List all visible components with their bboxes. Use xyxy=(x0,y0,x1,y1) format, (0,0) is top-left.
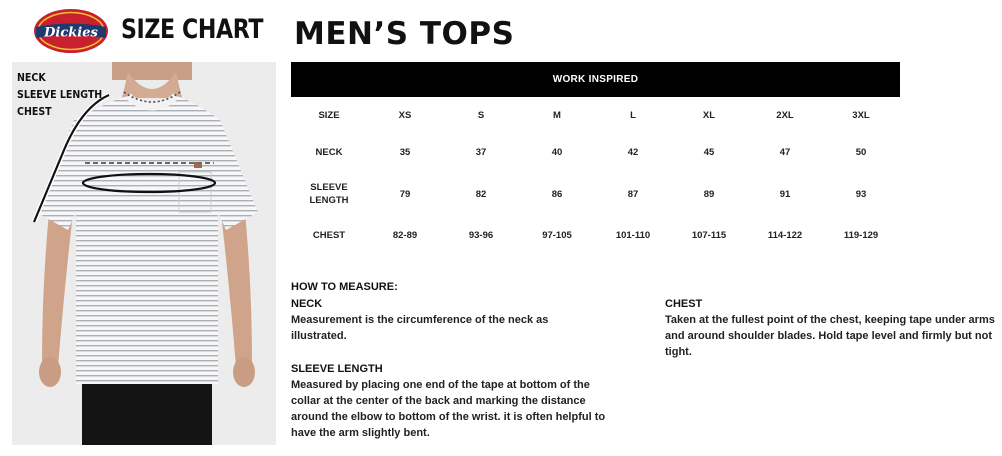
table-cell: 114-122 xyxy=(767,230,803,241)
how-to-measure-title: HOW TO MEASURE: xyxy=(291,281,398,293)
table-cell: 79 xyxy=(399,188,411,200)
table-row-neck xyxy=(291,134,900,171)
table-cell: 97-105 xyxy=(542,230,572,241)
photo-label-chest: CHEST xyxy=(17,105,52,118)
table-cell: XL xyxy=(702,110,716,121)
table-cell: 2XL xyxy=(776,110,794,121)
table-cell: 86 xyxy=(551,188,563,200)
table-cell: 47 xyxy=(779,147,791,158)
table-section-title: WORK INSPIRED xyxy=(291,62,900,97)
measure-chest-heading: CHEST xyxy=(665,298,703,310)
table-cell: 87 xyxy=(627,188,639,200)
row-label-line: LENGTH xyxy=(309,195,349,206)
measure-sleeve-heading: SLEEVE LENGTH xyxy=(291,363,383,375)
table-cell: 82-89 xyxy=(392,230,418,241)
table-cell: L xyxy=(630,110,636,121)
logo-wordmark: Dickies xyxy=(44,25,98,41)
measure-neck-text: Measurement is the circumference of the neck as illustrated. xyxy=(291,314,549,342)
measure-chest-section xyxy=(665,296,1000,360)
row-label-size: SIZE xyxy=(318,110,340,121)
table-cell: 91 xyxy=(779,188,791,200)
dickies-logo xyxy=(33,8,109,54)
table-cell: M xyxy=(553,110,561,121)
row-label-sleeve-length xyxy=(291,181,367,207)
table-cell: 3XL xyxy=(852,110,870,121)
measure-neck-section xyxy=(291,296,591,344)
table-cell: 42 xyxy=(627,147,639,158)
measure-sleeve-section xyxy=(291,361,621,441)
photo-measure-labels xyxy=(17,69,116,120)
row-label-line: SLEEVE xyxy=(310,182,348,193)
measure-sleeve-text: Measured by placing one end of the tape at bottom of the collar at the center of the back and marking the distance around the elbow to bottom of the wrist. it is often helpful to have the arm slightly bent. xyxy=(291,379,606,439)
table-row-chest xyxy=(291,217,900,254)
table-cell: 107-115 xyxy=(691,230,727,241)
table-cell: 50 xyxy=(855,147,867,158)
size-table xyxy=(291,97,900,254)
table-cell: 37 xyxy=(475,147,487,158)
table-cell: S xyxy=(477,110,485,121)
table-cell: 93 xyxy=(855,188,867,200)
table-cell: 119-129 xyxy=(843,230,879,241)
category-title: MEN’S TOPS xyxy=(294,16,515,52)
table-cell: 40 xyxy=(551,147,563,158)
table-cell: 35 xyxy=(399,147,411,158)
table-cell: 82 xyxy=(475,188,487,200)
table-cell: 101-110 xyxy=(615,230,651,241)
table-row-sleeve-length xyxy=(291,171,900,217)
table-cell: 45 xyxy=(703,147,715,158)
measure-chest-text: Taken at the fullest point of the chest, keeping tape under arms and around shoulder blades. Hold tape level and firmly but not tight. xyxy=(665,314,995,358)
photo-label-neck: NECK xyxy=(17,71,46,84)
size-chart-title: SIZE CHART xyxy=(121,14,264,45)
table-row-size xyxy=(291,97,900,134)
row-label-neck: NECK xyxy=(315,147,343,158)
table-cell: 93-96 xyxy=(468,230,494,241)
table-cell: 89 xyxy=(703,188,715,200)
photo-label-sleeve-length: SLEEVE LENGTH xyxy=(17,88,103,101)
table-cell: XS xyxy=(398,110,412,121)
row-label-chest: CHEST xyxy=(312,230,346,241)
measure-neck-heading: NECK xyxy=(291,298,323,310)
